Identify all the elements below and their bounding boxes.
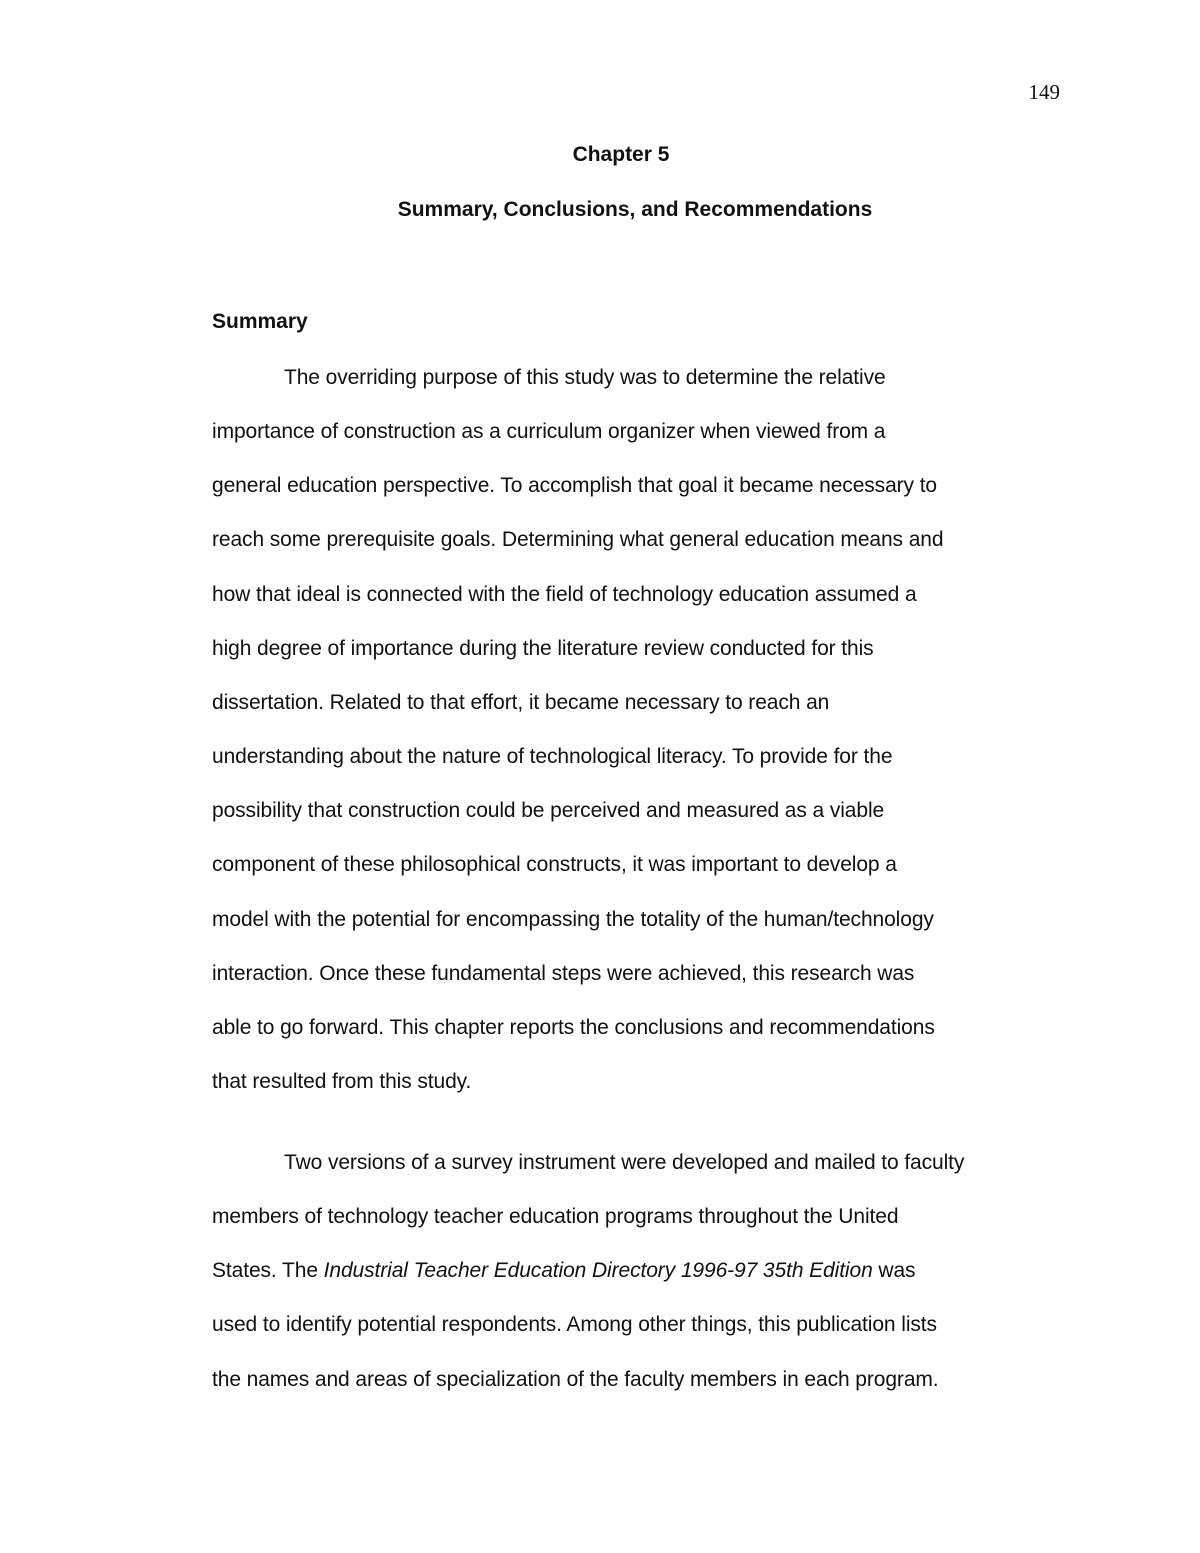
paragraph-line: possibility that construction could be perceived and measured as a viable bbox=[212, 799, 885, 823]
paragraph-line: that resulted from this study. bbox=[212, 1070, 472, 1094]
chapter-title: Summary, Conclusions, and Recommendations bbox=[397, 198, 873, 221]
text-segment: States. The bbox=[212, 1259, 324, 1283]
paragraph-line: model with the potential for encompassing the totality of the human/technology bbox=[212, 907, 934, 931]
paragraph-line: Two versions of a survey instrument were developed and mailed to faculty bbox=[284, 1151, 965, 1174]
page-number: 149 bbox=[1028, 80, 1060, 104]
paragraph-line: the names and areas of specialization of the faculty members in each program. bbox=[212, 1367, 939, 1391]
paragraph-line: component of these philosophical constructs, it was important to develop a bbox=[212, 853, 897, 877]
paragraph-line: general education perspective. To accomplish that goal it became necessary to bbox=[212, 474, 938, 498]
paragraph-line: understanding about the nature of technological literacy. To provide for the bbox=[212, 745, 893, 769]
paragraph-line: members of technology teacher education programs throughout the United bbox=[212, 1205, 899, 1229]
paragraph-line: interaction. Once these fundamental steps were achieved, this research was bbox=[212, 961, 915, 985]
paragraph-line: how that ideal is connected with the field of technology education assumed a bbox=[212, 582, 917, 606]
paragraph-line: used to identify potential respondents. Among other things, this publication lists bbox=[212, 1313, 937, 1337]
paragraph-line: reach some prerequisite goals. Determining what general education means and bbox=[212, 528, 944, 552]
summary-paragraph-1 bbox=[212, 351, 1072, 1109]
directory-title-italic: Industrial Teacher Education Directory 1996-97 35th Edition bbox=[323, 1259, 873, 1283]
paragraph-line: The overriding purpose of this study was to determine the relative bbox=[284, 366, 886, 389]
section-heading-summary: Summary bbox=[212, 310, 308, 333]
text-segment: was bbox=[872, 1259, 916, 1283]
paragraph-line: dissertation. Related to that effort, it became necessary to reach an bbox=[212, 690, 830, 714]
paragraph-line: importance of construction as a curriculum organizer when viewed from a bbox=[212, 420, 886, 444]
paragraph-line: high degree of importance during the literature review conducted for this bbox=[212, 636, 874, 660]
chapter-label: Chapter 5 bbox=[572, 143, 670, 166]
paragraph-line: able to go forward. This chapter reports the conclusions and recommendations bbox=[212, 1015, 935, 1039]
paragraph-line-with-citation bbox=[212, 1244, 1072, 1298]
summary-paragraph-2 bbox=[212, 1136, 1072, 1407]
